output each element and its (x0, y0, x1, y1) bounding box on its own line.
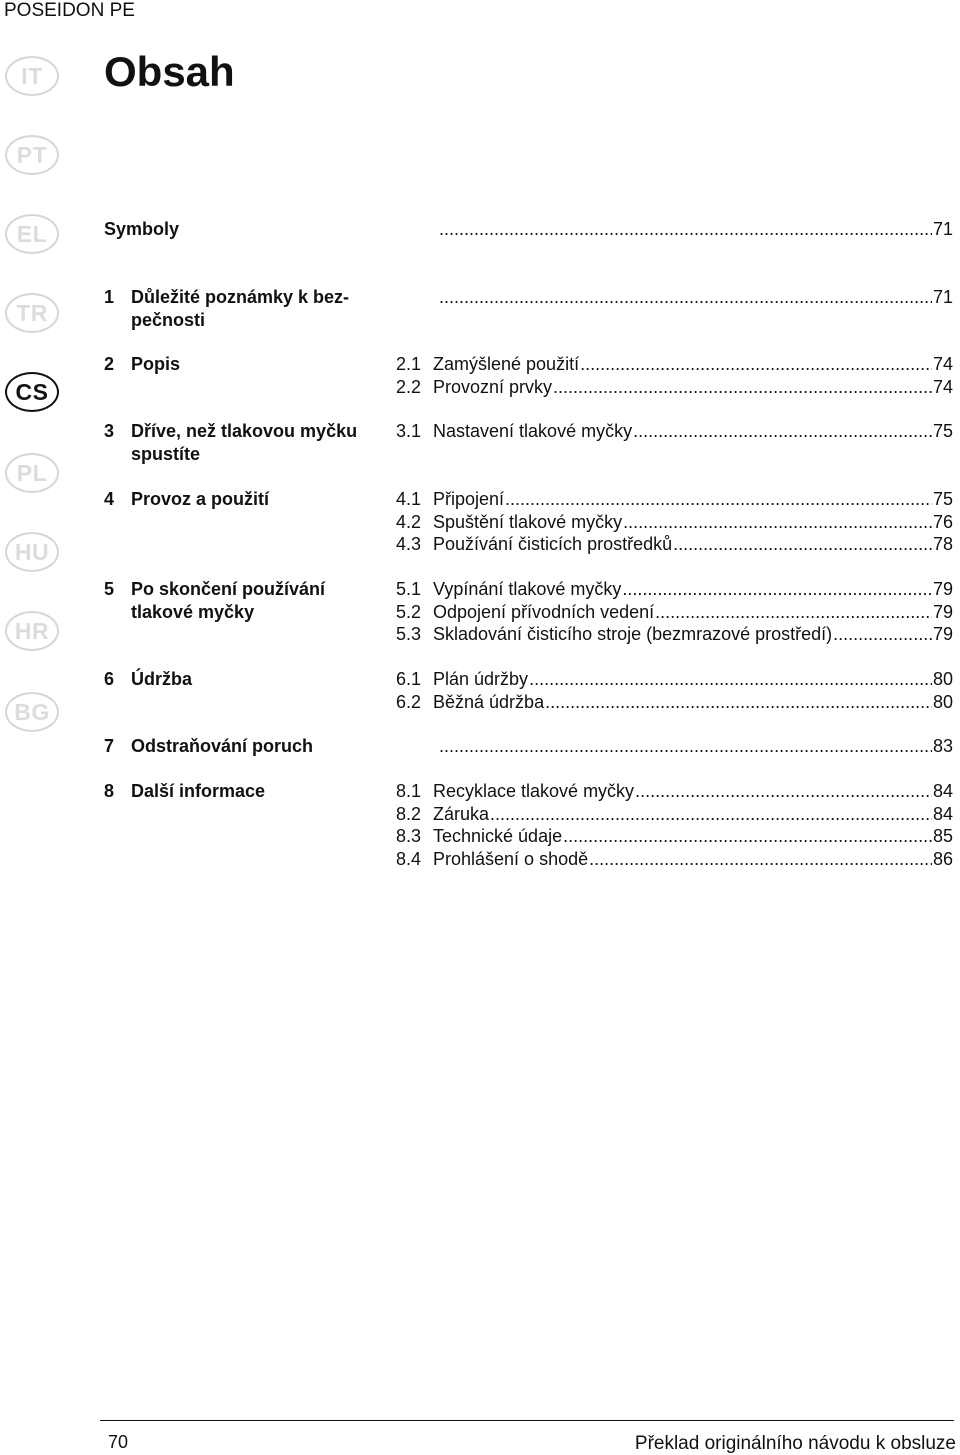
section-number: 6 (104, 669, 115, 689)
dot-leader (589, 848, 932, 871)
toc-entry[interactable] (396, 825, 953, 848)
toc-entry[interactable] (396, 286, 953, 309)
dot-leader (635, 780, 932, 803)
language-tab-hr[interactable]: HR (5, 611, 59, 651)
toc-entry[interactable] (396, 353, 953, 376)
section-number: 8 (104, 781, 115, 801)
dot-leader (439, 286, 932, 309)
section-title: Po skončení používání tlakové myčky (131, 579, 326, 622)
entry-title: Připojení (433, 489, 505, 509)
dot-leader (622, 578, 932, 601)
toc-entry[interactable] (396, 803, 953, 826)
section-title: Důležité poznámky k bez- pečnosti (131, 287, 350, 330)
toc-section-5[interactable] (104, 578, 374, 623)
toc-entry[interactable] (396, 691, 953, 714)
dot-leader (529, 668, 932, 691)
entry-title: Technické údaje (433, 826, 563, 846)
section-title: Další informace (131, 781, 266, 801)
entry-page-number: 80 (932, 669, 953, 689)
entry-number: 4.1 (396, 489, 422, 509)
entry-title: Záruka (433, 803, 490, 824)
toc-section-symbols[interactable] (104, 218, 374, 241)
toc-entry[interactable] (396, 511, 953, 534)
section-number: 5 (104, 579, 115, 599)
entry-number: 2.1 (396, 354, 422, 374)
toc-subentries (396, 286, 953, 309)
toc-section-7[interactable] (104, 735, 374, 758)
section-title: Symboly (104, 219, 180, 239)
entry-page-number: 85 (932, 826, 953, 846)
entry-page-number: 79 (932, 624, 953, 644)
toc-subentries (396, 668, 953, 713)
entry-title: Recyklace tlakové myčky (433, 781, 635, 801)
page-number: 70 (108, 1432, 129, 1452)
entry-title: Používání čisticích prostředků (433, 534, 673, 554)
toc-subentries (396, 420, 953, 443)
entry-page-number: 84 (932, 803, 953, 824)
entry-title: Plán údržby (433, 669, 529, 689)
language-tab-cs[interactable]: CS (5, 372, 59, 412)
entry-number: 5.1 (396, 579, 422, 599)
entry-page-number: 74 (932, 354, 953, 374)
entry-page-number: 86 (932, 848, 953, 869)
toc-entry[interactable] (396, 218, 953, 241)
entry-title: Skladování čisticího stroje (bezmrazové prostředí) (433, 624, 833, 644)
section-number: 7 (104, 736, 115, 756)
dot-leader (655, 601, 932, 624)
entry-number: 2.2 (396, 376, 422, 397)
dot-leader (553, 376, 932, 399)
toc-entry[interactable] (396, 420, 953, 443)
section-number: 1 (104, 287, 115, 307)
toc-entry[interactable] (396, 601, 953, 624)
entry-title: Odpojení přívodních vedení (433, 601, 655, 622)
dot-leader (439, 735, 932, 758)
section-number: 4 (104, 489, 115, 509)
dot-leader (490, 803, 932, 826)
dot-leader (580, 353, 932, 376)
toc-subentries (396, 735, 953, 758)
entry-number: 5.2 (396, 601, 422, 622)
entry-page-number: 76 (932, 511, 953, 532)
entry-page-number: 84 (932, 781, 953, 801)
entry-page-number: 79 (932, 601, 953, 622)
toc-section-2[interactable] (104, 353, 374, 376)
toc-entry[interactable] (396, 623, 953, 646)
entry-page-number: 79 (932, 579, 953, 599)
toc-subentries (396, 578, 953, 646)
entry-page-number: 78 (932, 534, 953, 554)
page-title: Obsah (104, 48, 235, 95)
entry-title: Prohlášení o shodě (433, 848, 589, 869)
dot-leader (545, 691, 932, 714)
entry-page-number: 80 (932, 691, 953, 712)
dot-leader (623, 511, 932, 534)
dot-leader (563, 825, 932, 848)
toc-entry[interactable] (396, 578, 953, 601)
dot-leader (673, 533, 932, 556)
section-title: Popis (131, 354, 181, 374)
dot-leader (833, 623, 932, 646)
language-tab-el[interactable]: EL (5, 214, 59, 254)
entry-number: 8.2 (396, 803, 422, 824)
entry-number: 5.3 (396, 624, 422, 644)
entry-page-number: 75 (932, 421, 953, 441)
section-title: Odstraňování poruch (131, 736, 314, 756)
language-tab-bg[interactable]: BG (5, 692, 59, 732)
entry-page-number: 83 (932, 736, 953, 756)
entry-number: 8.1 (396, 781, 422, 801)
entry-number: 4.3 (396, 534, 422, 554)
entry-number: 4.2 (396, 511, 422, 532)
entry-page-number: 71 (932, 287, 953, 307)
entry-number: 8.4 (396, 848, 422, 869)
toc-section-6[interactable] (104, 668, 374, 691)
entry-page-number: 71 (932, 219, 953, 239)
entry-number: 6.2 (396, 691, 422, 712)
dot-leader (505, 488, 932, 511)
language-tab-pl[interactable]: PL (5, 453, 59, 493)
entry-title: Nastavení tlakové myčky (433, 421, 633, 441)
dot-leader (633, 420, 932, 443)
language-tab-it[interactable]: IT (5, 56, 59, 96)
dot-leader (439, 218, 932, 241)
section-title: Dříve, než tlakovou myčku spustíte (131, 421, 358, 464)
toc-entry[interactable] (396, 848, 953, 871)
section-number: 2 (104, 354, 115, 374)
entry-title: Zamýšlené použití (433, 354, 580, 374)
entry-title: Běžná údržba (433, 691, 545, 712)
entry-page-number: 74 (932, 376, 953, 397)
entry-title: Spuštění tlakové myčky (433, 511, 623, 532)
section-title: Údržba (131, 669, 193, 689)
toc-section-8[interactable] (104, 780, 374, 803)
entry-number: 3.1 (396, 421, 422, 441)
toc-subentries (396, 780, 953, 870)
language-tab-tr[interactable]: TR (5, 293, 59, 333)
toc-section-3[interactable] (104, 420, 374, 465)
section-number: 3 (104, 421, 115, 441)
toc-entry[interactable] (396, 780, 953, 803)
toc-entry[interactable] (396, 735, 953, 758)
toc-entry[interactable] (396, 488, 953, 511)
entry-number: 6.1 (396, 669, 422, 689)
toc-entry[interactable] (396, 533, 953, 556)
language-tab-hu[interactable]: HU (5, 532, 59, 572)
section-title: Provoz a použití (131, 489, 270, 509)
toc-section-4[interactable] (104, 488, 374, 511)
entry-title: Vypínání tlakové myčky (433, 579, 622, 599)
language-tab-pt[interactable]: PT (5, 135, 59, 175)
entry-page-number: 75 (932, 489, 953, 509)
toc-subentries (396, 218, 953, 241)
entry-number: 8.3 (396, 826, 422, 846)
header-title: POSEIDON PE (4, 0, 135, 21)
toc-section-1[interactable] (104, 286, 374, 331)
toc-subentries (396, 353, 953, 398)
footer-divider (100, 1420, 954, 1421)
toc-subentries (396, 488, 953, 556)
footer-text: Překlad originálního návodu k obsluze (634, 1433, 956, 1454)
toc-entry[interactable] (396, 376, 953, 399)
toc-entry[interactable] (396, 668, 953, 691)
entry-title: Provozní prvky (433, 376, 553, 397)
